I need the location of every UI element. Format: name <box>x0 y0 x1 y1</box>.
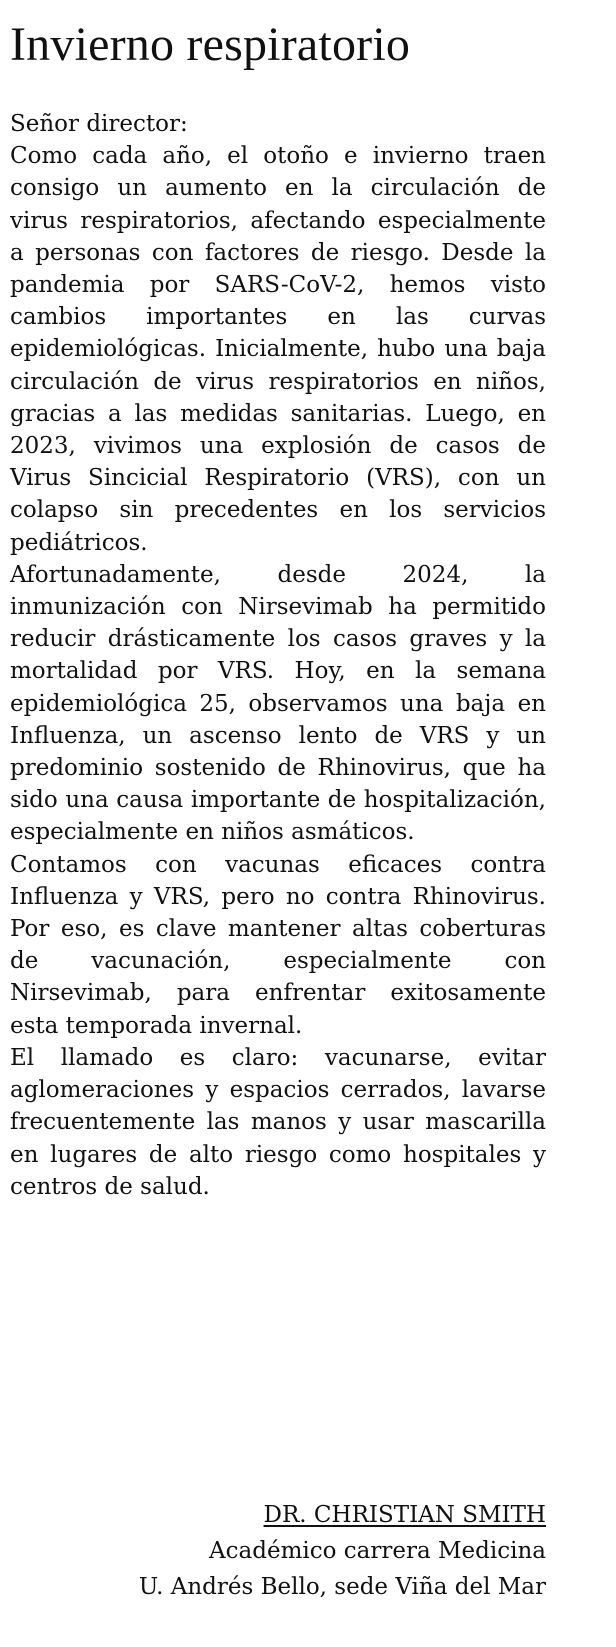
paragraph-2: Afortunadamente, desde 2024, la inmunización con Nirsevimab ha permitido reducir drásticamente los casos graves y la mortalidad por VRS. Hoy, en la semana epidemiológica 25, observamos una baja en Influenza, un ascenso lento de VRS y un predominio sostenido de Rhinovirus, que ha sido una causa importante de hospitalización, especialmente en niños asmáticos. <box>10 561 546 846</box>
salutation: Señor director: <box>10 111 188 137</box>
paragraph-1: Como cada año, el otoño e invierno traen consigo un aumento en la circulación de virus respiratorios, afectando especialmente a personas con factores de riesgo. Desde la pandemia por SARS-CoV-2, hemos visto cambios importantes en las curvas epidemiológicas. Inicialmente, hubo una baja circulación de virus respiratorios en niños, gracias a las medidas sanitarias. Luego, en 2023, vivimos una explosión de casos de Virus Sincicial Respiratorio (VRS), con un colapso sin precedentes en los servicios pediátricos. <box>10 143 546 556</box>
letter-title: Invierno respiratorio <box>10 18 411 71</box>
paragraph-4: El llamado es claro: vacunarse, evitar aglomeraciones y espacios cerrados, lavarse frecuentemente las manos y usar mascarilla en lugares de alto riesgo como hospitales y centros de salud. <box>10 1044 546 1200</box>
signature-block <box>139 1497 546 1605</box>
author-role: Académico carrera Medicina <box>209 1538 546 1564</box>
letter-body <box>10 108 546 1203</box>
author-institution: U. Andrés Bello, sede Viña del Mar <box>138 1574 546 1600</box>
author-name: DR. CHRISTIAN SMITH <box>263 1502 546 1528</box>
paragraph-3: Contamos con vacunas eficaces contra Influenza y VRS, pero no contra Rhinovirus. Por eso, es clave mantener altas coberturas de vacunación, especialmente con Nirsevimab, para enfrentar exitosamente esta temporada invernal. <box>10 851 546 1039</box>
